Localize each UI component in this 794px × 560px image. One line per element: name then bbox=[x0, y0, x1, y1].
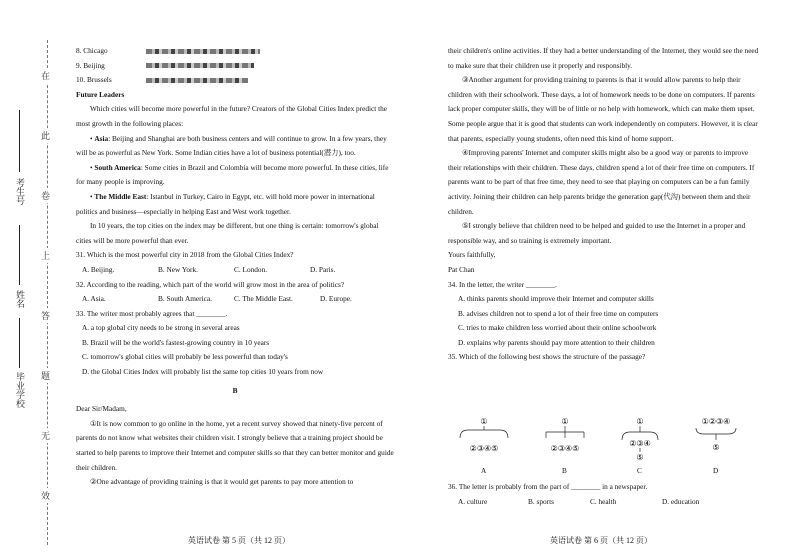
page-5-column bbox=[76, 44, 394, 490]
seal-char: 题 bbox=[41, 368, 50, 383]
school-line bbox=[19, 318, 20, 368]
school-label: 毕业学校 bbox=[15, 372, 25, 408]
exam-number-line bbox=[19, 110, 20, 172]
letter-paragraph-5: ⑤I strongly believe that children need to be helped and guided to use the Internet in a proper and responsible way, and so training is extremely important. bbox=[448, 221, 746, 245]
letter-paragraph-3: ③Another argument for providing training to parents is that it would allow parents to help their children with their schoolwork. These days, a lot of homework needs to be done on computers. If parents lack proper computer skills, they will be of little or no help with homework, which can make them upset. Some people argue that it is good that students can work independently on computers. However, it is clear that parents, especially young students, often need this kind of home support. bbox=[448, 75, 758, 143]
section-heading: Future Leaders bbox=[76, 89, 125, 99]
q34-option-d: D. explains why parents should pay more attention to their children bbox=[458, 337, 655, 347]
question-31: 31. Which is the most powerful city in 2018 from the Global Cities Index? bbox=[76, 250, 294, 260]
binding-margin bbox=[0, 0, 62, 560]
diagram-b-top: ① bbox=[561, 417, 569, 426]
seal-char: 答 bbox=[41, 308, 50, 323]
q33-option-c: C. tomorrow's global cities will probably be less powerful than today's bbox=[82, 352, 288, 362]
letter-salutation: Dear Sir/Madam, bbox=[76, 404, 127, 414]
diagram-a-bottom: ②③④⑤ bbox=[469, 444, 499, 453]
intro-paragraph: Which cities will become more powerful in the future? Creators of the Global Cities Index predict the most growth in the following places: bbox=[76, 104, 388, 128]
question-36: 36. The letter is probably from the part of ________ in a newspaper. bbox=[448, 482, 648, 491]
letter-paragraph-4: ④Improving parents' Internet and computer skills might also be a good way or parents to improve their relationships with their children. These days, children spend a lot of their free time on computers. If parents want to be part of that free time, they need to see that playing on computers can be a fun family activity. Joining their children can help parents bridge the generation gap(代沟) between them and their children. bbox=[448, 148, 755, 216]
seal-char: 卷 bbox=[41, 188, 50, 203]
exam-number-label: 考生号 bbox=[15, 178, 25, 205]
diagram-c-extra: ⑤ bbox=[636, 453, 644, 462]
letter-signoff: Yours faithfully, bbox=[448, 250, 496, 260]
diagram-b-label: B bbox=[562, 466, 567, 475]
diagram-a-top: ① bbox=[480, 417, 488, 426]
q33-option-b: B. Brazil will be the world's fastest-growing country in 10 years bbox=[82, 337, 270, 347]
index-bar bbox=[146, 78, 248, 83]
rank-row: 10. Brussels bbox=[76, 73, 394, 88]
diagram-d bbox=[696, 417, 736, 452]
closing-paragraph: In 10 years, the top cities on the index may be different, but one thing is certain: tomorrow's global cities will be more powerful than ever. bbox=[76, 221, 379, 245]
bullet-asia: • Asia: Beijing and Shanghai are both business centers and will continue to grow. In a few years, they will be as powerful as New York. Some Indian cities have a lot of business potential(潜力), too. bbox=[76, 133, 387, 158]
q33-option-d: D. the Global Cities Index will probably list the same top cities 10 years from now bbox=[82, 367, 324, 377]
diagram-b-bottom: ②③④⑤ bbox=[550, 444, 580, 453]
section-b-heading: B bbox=[232, 385, 238, 395]
seal-dashed-line bbox=[47, 40, 48, 545]
rank-row: 8. Chicago bbox=[76, 44, 394, 59]
diagram-d-bottom: ⑤ bbox=[712, 443, 720, 452]
page-6-footer: 英语试卷 第 6 页（共 12 页） bbox=[550, 536, 652, 545]
seal-char: 无 bbox=[41, 428, 50, 443]
diagram-c-label: C bbox=[637, 466, 642, 475]
diagram-c-top: ① bbox=[636, 417, 644, 426]
seal-char: 上 bbox=[41, 248, 50, 263]
q34-option-a: A. thinks parents should improve their Internet and computer skills bbox=[458, 294, 654, 304]
diagram-b bbox=[546, 417, 584, 453]
rank-row: 9. Beijing bbox=[76, 59, 394, 74]
bullet-south-america: • South America: Some cities in Brazil and Colombia will become more powerful. In these cities, life for many people is improving. bbox=[76, 162, 389, 187]
index-bar bbox=[146, 49, 260, 54]
diagram-a bbox=[460, 417, 508, 453]
letter-paragraph-2-cont: their children's online activities. If they had a better understanding of the Internet, they would see the need to make sure that their children use it properly and responsibly. bbox=[448, 46, 759, 70]
page-6-column bbox=[448, 44, 762, 365]
letter-paragraph-1: ①It is now common to go online in the home, yet a recent survey showed that ninety-five percent of parents do not know what websites their children visit. I strongly believe that a training project should be started to help parents to improve their Internet and computer skills so that they can better monitor and guide their children. bbox=[76, 418, 394, 472]
diagram-d-top: ①②③④ bbox=[701, 417, 731, 426]
page-5-footer: 英语试卷 第 5 页（共 12 页） bbox=[188, 536, 290, 545]
diagram-a-label: A bbox=[481, 466, 487, 475]
q35-structure-diagrams bbox=[450, 414, 760, 464]
q34-option-b: B. advises children not to spend a lot of their free time on computers bbox=[458, 308, 659, 318]
q33-option-a: A. a top global city needs to be strong in several areas bbox=[82, 323, 240, 333]
question-33: 33. The writer most probably agrees that ________. bbox=[76, 308, 228, 318]
letter-paragraph-2: ②One advantage of providing training is that it would get parents to pay more attention to bbox=[90, 477, 354, 487]
name-line bbox=[19, 225, 20, 285]
diagram-c bbox=[622, 417, 658, 462]
index-bar bbox=[146, 63, 254, 68]
diagram-c-bottom: ②③④ bbox=[629, 439, 651, 448]
q36-options: A. culture B. sports C. health D. education bbox=[458, 496, 700, 506]
question-32: 32. According to the reading, which part of the world will grow most in the area of politics? bbox=[76, 279, 345, 289]
seal-char: 效 bbox=[41, 488, 50, 503]
q32-options: A. Asia. B. South America. C. The Middle East. D. Europe. bbox=[82, 294, 352, 304]
q31-options: A. Beijing. B. New York. C. London. D. Paris. bbox=[82, 264, 336, 274]
seal-char: 在 bbox=[41, 68, 50, 83]
letter-signature: Pat Chan bbox=[448, 264, 475, 274]
bullet-middle-east: • The Middle East: Istanbul in Turkey, Cairo in Egypt, etc. will hold more power in international politics and business—especially in helping East and West work together. bbox=[76, 191, 375, 216]
diagram-d-label: D bbox=[713, 466, 719, 475]
question-34: 34. In the letter, the writer ________. bbox=[448, 279, 557, 289]
question-35: 35. Which of the following best shows the structure of the passage? bbox=[448, 352, 646, 362]
q34-option-c: C. tries to make children less worried about their online schoolwork bbox=[458, 323, 657, 333]
q36-block bbox=[448, 480, 762, 509]
seal-char: 此 bbox=[41, 128, 50, 143]
name-label: 姓名 bbox=[15, 290, 25, 308]
